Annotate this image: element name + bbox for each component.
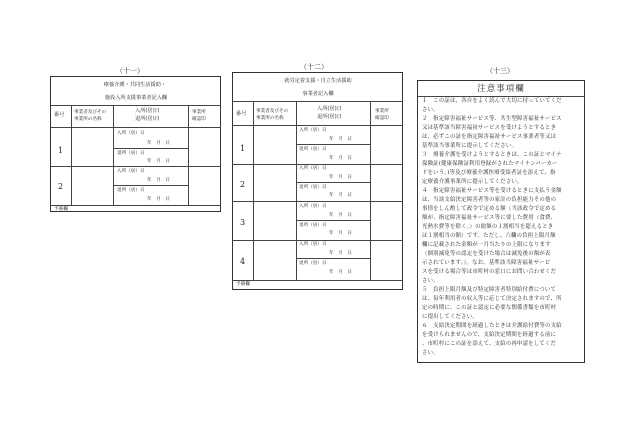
note-line: 事情をしん酌して政令で定める額（当該政令で定める bbox=[422, 206, 557, 212]
note-line: は、毎年利用者の収入等に応じて決定されますので、所 bbox=[422, 296, 562, 302]
note-line: 基準該当事業所に提示してください。 bbox=[422, 143, 518, 149]
form-12-section-label: （十二） bbox=[300, 63, 328, 71]
discharge-date-ymd: 年 月 日 bbox=[147, 159, 170, 164]
form-12-col-dates-line2: 退所(居)日 bbox=[317, 114, 342, 120]
form-12-title-line1: 就労定着支援・自立生活援助 bbox=[284, 78, 352, 84]
form-11-col-provider-line1: 事業者及びその bbox=[74, 110, 107, 115]
note-line: ドをいう。)等及び療養介護医療受給者証を添えて、指 bbox=[422, 170, 556, 176]
note-line: ４ 指定障害福祉サービス等を受けるときに支払う金額 bbox=[422, 188, 562, 194]
form-11-row-number: 1 bbox=[58, 146, 64, 155]
note-line: ３ 療養介護を受けようとするときは、この証とマイナ bbox=[422, 152, 562, 158]
note-line: は１割相当の額）です。ただし、六欄の負担上限月額 bbox=[422, 233, 556, 239]
form-11-reserve-label: 予備欄 bbox=[54, 207, 68, 212]
note-line: 定療養介護事業所に提示してください。 bbox=[422, 179, 523, 185]
admit-date-label: 入所（居）日 bbox=[117, 169, 145, 174]
discharge-date-ymd: 年 月 日 bbox=[329, 270, 352, 275]
discharge-date-label: 退所（居）日 bbox=[117, 188, 145, 193]
discharge-date-label: 退所（居）日 bbox=[117, 151, 145, 156]
admit-date-label: 入所（居）日 bbox=[299, 204, 327, 209]
note-line: 欄に記載された金額が一月当たりの上限になります bbox=[422, 242, 551, 248]
form-12-title-line2: 事業者記入欄 bbox=[302, 91, 334, 97]
form-11-row-number: 2 bbox=[58, 182, 64, 191]
discharge-date-ymd: 年 月 日 bbox=[147, 197, 170, 202]
admit-date-label: 入所（居）日 bbox=[117, 131, 145, 136]
admit-date-label: 入所（居）日 bbox=[299, 128, 327, 133]
note-line: 保険証(健康保険証利用登録がされたマイナンバーカー bbox=[422, 161, 558, 167]
form-11-col-number: 番号 bbox=[54, 112, 65, 118]
admit-date-label: 入所（居）日 bbox=[299, 166, 327, 171]
form-11-col-confirm-line2: 確認印 bbox=[192, 117, 206, 122]
note-line: 光熱水費等を除く。）の総額の１割相当を超えるとき bbox=[422, 224, 554, 230]
discharge-date-label: 退所（居）日 bbox=[299, 147, 327, 152]
form-11-col-provider-line2: 事業所の名称 bbox=[74, 117, 102, 122]
form-12-row-number: 2 bbox=[240, 180, 246, 189]
note-line: 定の時期に、この証と認定に必要な関係書類を市町村 bbox=[422, 305, 557, 311]
form-12-col-number: 番号 bbox=[236, 111, 247, 117]
note-line: 額が、指定障害福祉サービス等に要した費用（食費、 bbox=[422, 215, 557, 221]
form-13-section-label: （十三） bbox=[486, 67, 514, 75]
discharge-date-label: 退所（居）日 bbox=[299, 261, 327, 266]
discharge-date-label: 退所（居）日 bbox=[299, 185, 327, 190]
form-11-title-line1: 療養介護・共同生活援助・ bbox=[103, 82, 167, 88]
form-12-col-provider-line2: 事業所の名称 bbox=[256, 116, 284, 121]
note-line: さい。 bbox=[422, 107, 439, 113]
note-line: 、市町村にこの証を添えて、支給の再申請をしてくだ bbox=[422, 341, 557, 347]
note-line: さい。 bbox=[422, 350, 439, 356]
note-line: （個別減免等の認定を受けた場合は減免後の額が表 bbox=[422, 251, 551, 257]
form-12-row-number: 4 bbox=[240, 257, 246, 266]
note-line: さい。 bbox=[422, 278, 439, 284]
form-12-col-dates-line1: 入所(居)日 bbox=[317, 106, 342, 112]
note-line: 又は基準該当障害福祉サービスを受けようとするとき bbox=[422, 125, 557, 131]
form-11-title-line2: 施設入所支援事業者記入欄 bbox=[104, 95, 168, 101]
form-11-col-dates-line1: 入所(居)日 bbox=[135, 108, 160, 114]
note-line: 示されています。）。なお、基準該当障害福祉サービ bbox=[422, 260, 551, 266]
form-11-col-dates-line2: 退所(居)日 bbox=[135, 116, 160, 122]
discharge-date-label: 退所（居）日 bbox=[299, 223, 327, 228]
admit-date-ymd: 年 月 日 bbox=[329, 251, 352, 256]
form-12-row-number: 3 bbox=[240, 218, 246, 227]
note-line: に提出してください。 bbox=[422, 314, 478, 320]
discharge-date-ymd: 年 月 日 bbox=[329, 156, 352, 161]
form-12-col-confirm-line1: 事業所 bbox=[375, 109, 389, 114]
admit-date-ymd: 年 月 日 bbox=[329, 175, 352, 180]
note-line: は、当該支給決定障害者等の家計の負担能力その他の bbox=[422, 197, 557, 203]
note-line: スを受ける場合等は市町村の窓口にお問い合わせくだ bbox=[422, 269, 557, 275]
discharge-date-ymd: 年 月 日 bbox=[329, 193, 352, 198]
form-12-reserve-label: 予備欄 bbox=[236, 282, 250, 287]
form-12-col-provider-line1: 事業者及びその bbox=[256, 109, 289, 114]
admit-date-ymd: 年 月 日 bbox=[147, 178, 170, 183]
notes-title: 注意事項欄 bbox=[477, 84, 525, 94]
note-line: １ この証は、各自をよく読んで大切に持っていてくだ bbox=[422, 98, 562, 104]
admit-date-ymd: 年 月 日 bbox=[329, 137, 352, 142]
form-12-col-confirm-line2: 確認印 bbox=[375, 116, 389, 121]
form-11-col-confirm-line1: 事業所 bbox=[192, 110, 206, 115]
note-line: ５ 負担上限月額及び特定障害者特別給付費について bbox=[422, 287, 557, 293]
form-11-section-label: （十一） bbox=[116, 67, 144, 75]
note-line: ２ 指定障害福祉サービス等、共生型障害福祉サービス bbox=[422, 116, 562, 122]
admit-date-label: 入所（居）日 bbox=[299, 242, 327, 247]
admit-date-ymd: 年 月 日 bbox=[329, 213, 352, 218]
note-line: を受けられませんので、支給決定期間を経過する前に bbox=[422, 332, 557, 338]
form-12-row-number: 1 bbox=[240, 144, 246, 153]
note-line: ６ 支給決定期間を経過したときは介護給付費等の支給 bbox=[422, 323, 562, 329]
discharge-date-ymd: 年 月 日 bbox=[329, 231, 352, 236]
note-line: は、必ずこの証を指定障害福祉サービス事業者等又は bbox=[422, 134, 557, 140]
form-13-frame bbox=[417, 80, 585, 363]
admit-date-ymd: 年 月 日 bbox=[147, 141, 170, 146]
